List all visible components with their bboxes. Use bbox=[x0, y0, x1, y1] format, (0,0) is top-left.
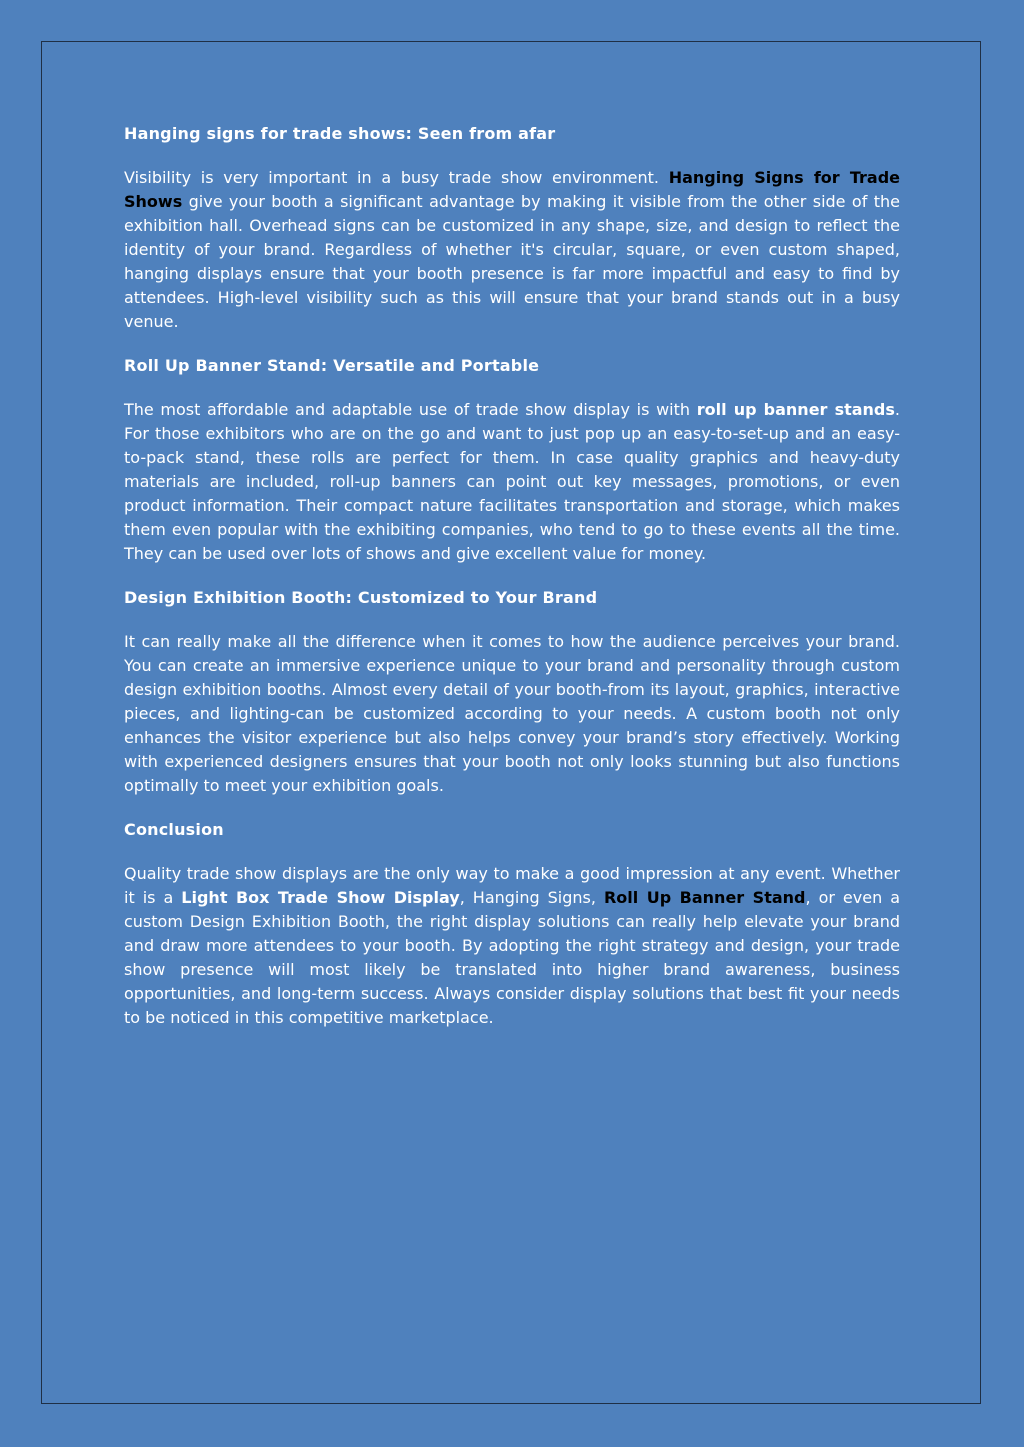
paragraph-text: , or even a custom Design Exhibition Booth, the right display solutions can really help elevate your brand and draw more attendees to your booth. By adopting the right strategy and design, your trade show presence will most likely be translated into higher brand awareness, business opportunities, and long-term success. Always consider display solutions that best fit your needs to be noticed in this competitive marketplace. bbox=[124, 888, 901, 1027]
paragraph-design-exhibition-booth: It can really make all the difference when it comes to how the audience perceives your brand. You can create an immersive experience unique to your brand and personality through custom design exhibition booths. Almost every detail of your booth-from its layout, graphics, interactive pieces, and lighting-can be customized according to your needs. A custom booth not only enhances the visitor experience but also helps convey your brand’s story effectively. Working with experienced designers ensures that your booth not only looks stunning but also functions optimally to meet your exhibition goals. bbox=[124, 632, 900, 795]
heading-conclusion: Conclusion bbox=[124, 820, 224, 839]
heading-design-exhibition-booth: Design Exhibition Booth: Customized to Your Brand bbox=[124, 588, 598, 607]
link-light-box-display[interactable]: Light Box Trade Show Display bbox=[181, 888, 460, 907]
link-roll-up-banner-stand[interactable]: Roll Up Banner Stand bbox=[603, 888, 806, 907]
document-body bbox=[124, 122, 900, 1050]
paragraph-text: The most affordable and adaptable use of trade show display is with bbox=[124, 400, 697, 419]
paragraph-text: . For those exhibitors who are on the go and want to just pop up an easy-to-set-up and an easy-to-pack stand, these rolls are perfect for them. In case quality graphics and heavy-duty materials are included, roll-up banners can point out key messages, promotions, or even product information. Their compact nature facilitates transportation and storage, which makes them even popular with the exhibiting companies, who tend to go to these events all the time. They can be used over lots of shows and give excellent value for money. bbox=[124, 400, 901, 563]
heading-roll-up-banner: Roll Up Banner Stand: Versatile and Portable bbox=[124, 356, 540, 375]
paragraph-hanging-signs bbox=[124, 166, 900, 334]
paragraph-text: , Hanging Signs, bbox=[459, 888, 604, 907]
heading-hanging-signs: Hanging signs for trade shows: Seen from afar bbox=[124, 124, 556, 143]
paragraph-conclusion bbox=[124, 862, 900, 1030]
paragraph-text: Quality trade show displays are the only way to make a good impression at any event. Whether it is a bbox=[124, 864, 900, 907]
link-hanging-signs[interactable]: Hanging Signs for Trade Shows bbox=[124, 168, 900, 211]
paragraph-text: Visibility is very important in a busy trade show environment. bbox=[124, 168, 669, 187]
paragraph-text: give your booth a significant advantage by making it visible from the other side of the exhibition hall. Overhead signs can be customized in any shape, size, and design to reflect the identity of your brand. Regardless of whether it's circular, square, or even custom shaped, hanging displays ensure that your booth presence is far more impactful and easy to find by attendees. High-level visibility such as this will ensure that your brand stands out in a busy venue. bbox=[124, 192, 900, 331]
paragraph-roll-up-banner bbox=[124, 398, 900, 566]
link-roll-up-banner-stands[interactable]: roll up banner stands bbox=[696, 400, 895, 419]
